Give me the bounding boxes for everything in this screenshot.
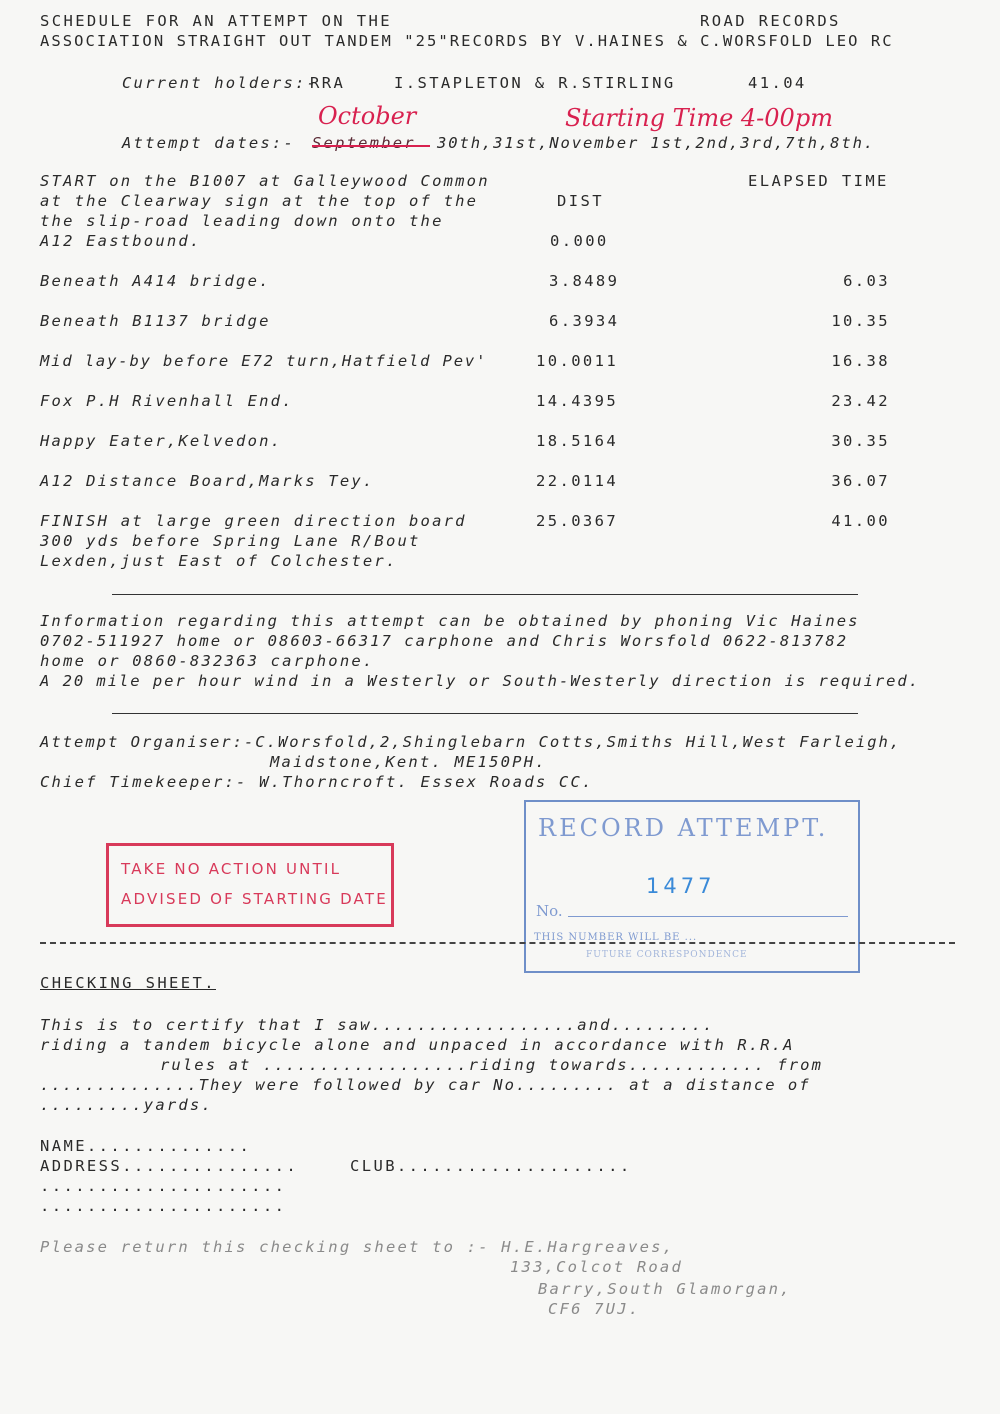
start-line-4: A12 Eastbound. bbox=[40, 232, 202, 250]
start-line-1: START on the B1007 at Galleywood Common bbox=[40, 172, 490, 190]
row-time-6: 36.07 bbox=[831, 472, 890, 490]
row-dist-5: 18.5164 bbox=[536, 432, 619, 450]
row-place-1: Beneath A414 bridge. bbox=[40, 272, 271, 290]
row-place-6: A12 Distance Board,Marks Tey. bbox=[40, 472, 375, 490]
return-line-1: Please return this checking sheet to :- H.E.Hargreaves, bbox=[40, 1238, 675, 1256]
holders-label: Current holders:- bbox=[122, 74, 319, 92]
row-dist-4: 14.4395 bbox=[536, 392, 619, 410]
divider-1 bbox=[112, 594, 858, 595]
header-line1-left: SCHEDULE FOR AN ATTEMPT ON THE bbox=[40, 12, 392, 30]
start-line-3: the slip-road leading down onto the bbox=[40, 212, 444, 230]
return-line-4: CF6 7UJ. bbox=[548, 1300, 641, 1318]
take-no-action-stamp bbox=[106, 843, 394, 927]
row-time-3: 16.38 bbox=[831, 352, 890, 370]
info-line-4: A 20 mile per hour wind in a Westerly or South-Westerly direction is required. bbox=[40, 672, 920, 690]
struck-september: September bbox=[312, 134, 416, 152]
organiser-line-1: Attempt Organiser:-C.Worsfold,2,Shinglebarn Cotts,Smiths Hill,West Farleigh, bbox=[40, 733, 902, 751]
address-dots-2: ..................... bbox=[40, 1197, 287, 1215]
dist-header: DIST bbox=[557, 192, 604, 210]
handwritten-starting-time: Starting Time 4-00pm bbox=[565, 104, 833, 132]
finish-line-1: FINISH at large green direction board bbox=[40, 512, 467, 530]
header-line1-right: ROAD RECORDS bbox=[700, 12, 841, 30]
holders-names: I.STAPLETON & R.STIRLING bbox=[394, 74, 676, 92]
row-place-4: Fox P.H Rivenhall End. bbox=[40, 392, 294, 410]
cert-line-2: riding a tandem bicycle alone and unpaced in accordance with R.R.A bbox=[40, 1036, 795, 1054]
finish-line-3: Lexden,just East of Colchester. bbox=[40, 552, 398, 570]
club-field: CLUB.................... bbox=[350, 1157, 632, 1175]
start-dist: 0.000 bbox=[550, 232, 609, 250]
checking-sheet-title: CHECKING SHEET. bbox=[40, 974, 216, 992]
holders-rra: RRA bbox=[310, 74, 346, 92]
blue-stamp-small-1: THIS NUMBER WILL BE ... bbox=[534, 932, 698, 943]
info-line-1: Information regarding this attempt can be obtained by phoning Vic Haines bbox=[40, 612, 860, 630]
finish-time: 41.00 bbox=[831, 512, 890, 530]
cert-line-3: rules at ..................riding towards............ from bbox=[160, 1056, 824, 1074]
blue-stamp-no-line bbox=[568, 916, 848, 917]
red-stamp-line-2: ADVISED OF STARTING DATE bbox=[121, 890, 388, 908]
info-line-3: home or 0860-832363 carphone. bbox=[40, 652, 375, 670]
strike-line bbox=[312, 145, 430, 147]
row-place-2: Beneath B1137 bridge bbox=[40, 312, 271, 330]
cut-line bbox=[40, 942, 955, 944]
cert-line-1: This is to certify that I saw..................and......... bbox=[40, 1016, 715, 1034]
cert-line-5: .........yards. bbox=[40, 1096, 213, 1114]
record-attempt-stamp bbox=[524, 800, 860, 973]
row-place-5: Happy Eater,Kelvedon. bbox=[40, 432, 283, 450]
start-line-2: at the Clearway sign at the top of the bbox=[40, 192, 479, 210]
holders-time: 41.04 bbox=[748, 74, 807, 92]
attempt-number: 1477 bbox=[646, 874, 716, 898]
address-field: ADDRESS............... bbox=[40, 1157, 299, 1175]
row-time-2: 10.35 bbox=[831, 312, 890, 330]
blue-stamp-head: RECORD ATTEMPT. bbox=[538, 814, 829, 842]
timekeeper-line: Chief Timekeeper:- W.Thorncroft. Essex Roads CC. bbox=[40, 773, 594, 791]
return-line-3: Barry,South Glamorgan, bbox=[538, 1280, 792, 1298]
row-dist-2: 6.3934 bbox=[549, 312, 620, 330]
finish-line-2: 300 yds before Spring Lane R/Bout bbox=[40, 532, 421, 550]
dates-text: 30th,31st,November 1st,2nd,3rd,7th,8th. bbox=[437, 134, 876, 152]
row-time-4: 23.42 bbox=[831, 392, 890, 410]
row-time-1: 6.03 bbox=[843, 272, 890, 290]
row-dist-1: 3.8489 bbox=[549, 272, 620, 290]
row-dist-3: 10.0011 bbox=[536, 352, 619, 370]
elapsed-time-header: ELAPSED TIME bbox=[748, 172, 889, 190]
address-dots-1: ..................... bbox=[40, 1177, 287, 1195]
handwritten-october: October bbox=[318, 102, 417, 130]
cert-line-4: ..............They were followed by car No......... at a distance of bbox=[40, 1076, 811, 1094]
row-time-5: 30.35 bbox=[831, 432, 890, 450]
row-place-3: Mid lay-by before E72 turn,Hatfield Pev' bbox=[40, 352, 488, 370]
name-field: NAME.............. bbox=[40, 1137, 252, 1155]
finish-dist: 25.0367 bbox=[536, 512, 619, 530]
blue-stamp-no-label: No. bbox=[536, 902, 563, 920]
red-stamp-line-1: TAKE NO ACTION UNTIL bbox=[121, 860, 342, 878]
dates-label: Attempt dates:- bbox=[122, 134, 295, 152]
divider-2 bbox=[112, 713, 858, 714]
header-line2: ASSOCIATION STRAIGHT OUT TANDEM "25"RECORDS BY V.HAINES & C.WORSFOLD LEO RC bbox=[40, 32, 894, 50]
organiser-line-2: Maidstone,Kent. ME150PH. bbox=[270, 753, 547, 771]
blue-stamp-small-2: FUTURE CORRESPONDENCE bbox=[586, 950, 748, 960]
info-line-2: 0702-511927 home or 08603-66317 carphone and Chris Worsfold 0622-813782 bbox=[40, 632, 849, 650]
row-dist-6: 22.0114 bbox=[536, 472, 619, 490]
return-line-2: 133,Colcot Road bbox=[510, 1258, 683, 1276]
